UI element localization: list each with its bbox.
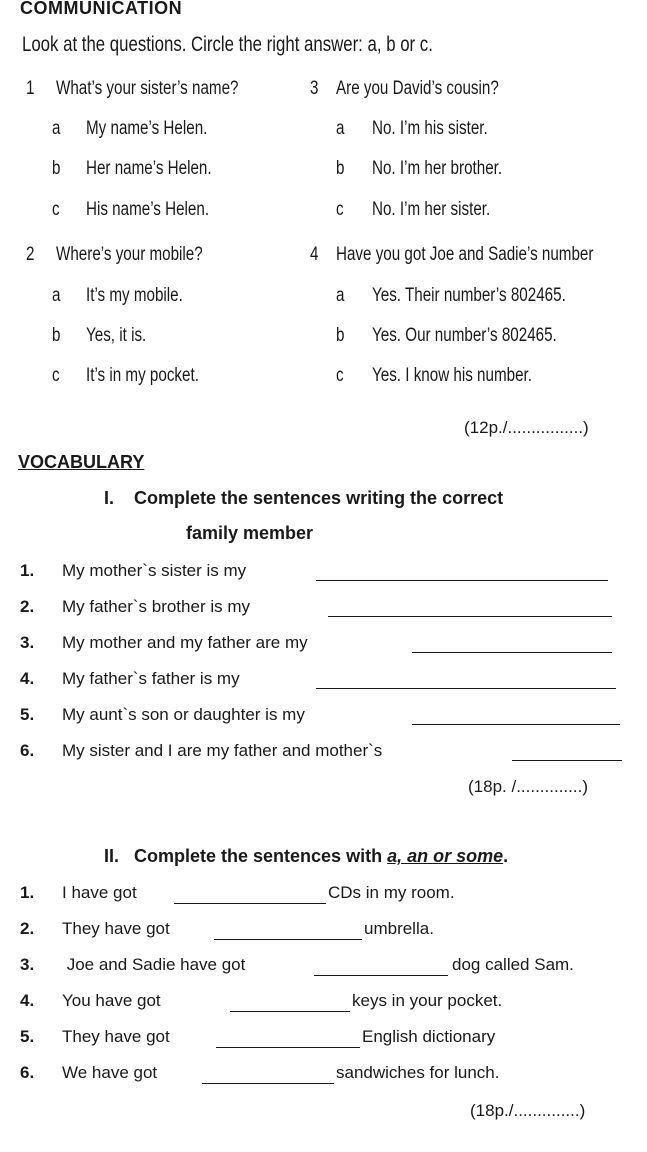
option-letter[interactable]: a <box>336 285 345 306</box>
item-number: 4. <box>20 991 35 1010</box>
question-number: 3 <box>310 78 319 99</box>
item-text-before: Joe and Sadie have got <box>62 955 246 974</box>
item-text-before: They have got <box>62 1027 170 1046</box>
item-text: My aunt`s son or daughter is my <box>62 705 305 724</box>
option-letter[interactable]: b <box>52 325 61 346</box>
answer-blank[interactable] <box>214 939 362 940</box>
communication-score: (12p./................) <box>464 418 589 437</box>
section-1-title: I. Complete the sentences writing the correct <box>104 488 504 508</box>
communication-instruction: Look at the questions. Circle the right answer: a, b or c. <box>22 33 433 56</box>
question-4 <box>0 0 647 420</box>
item-number: 6. <box>20 1063 35 1082</box>
option-text: My name’s Helen. <box>86 118 208 139</box>
item-number: 6. <box>20 741 35 760</box>
option-letter[interactable]: a <box>336 118 345 139</box>
communication-heading: COMMUNICATION <box>20 0 183 18</box>
option-letter[interactable]: c <box>52 365 60 386</box>
item-text: My mother`s sister is my <box>62 561 247 580</box>
question-number: 2 <box>26 244 35 265</box>
option-text: His name’s Helen. <box>86 199 210 220</box>
item-number: 3. <box>20 955 35 974</box>
item-number: 3. <box>20 633 35 652</box>
answer-blank[interactable] <box>202 1083 334 1084</box>
option-letter[interactable]: a <box>52 118 61 139</box>
item-number: 5. <box>20 1027 35 1046</box>
option-letter[interactable]: a <box>52 285 61 306</box>
item-number: 1. <box>20 883 35 902</box>
option-letter[interactable]: b <box>336 158 345 179</box>
answer-blank[interactable] <box>174 903 326 904</box>
section-2-title-prefix: II. Complete the sentences with <box>104 846 388 866</box>
question-number: 4 <box>310 244 319 265</box>
option-letter[interactable]: b <box>336 325 345 346</box>
section-2-title <box>104 846 508 867</box>
section-1-title-cont: family member <box>186 523 314 543</box>
option-text: No. I’m her brother. <box>372 158 503 179</box>
question-text: What’s your sister’s name? <box>56 78 239 99</box>
item-text-before: They have got <box>62 919 170 938</box>
answer-blank[interactable] <box>512 760 622 761</box>
option-letter[interactable]: c <box>336 199 344 220</box>
option-letter[interactable]: b <box>52 158 61 179</box>
section-2-title-suffix: . <box>503 846 509 866</box>
item-number: 2. <box>20 919 35 938</box>
option-letter[interactable]: c <box>336 365 344 386</box>
option-text: Yes. Our number’s 802465. <box>372 325 557 346</box>
vocabulary-heading: VOCABULARY <box>18 452 145 472</box>
option-letter[interactable]: c <box>52 199 60 220</box>
item-number: 4. <box>20 669 35 688</box>
item-text: My mother and my father are my <box>62 633 308 652</box>
item-text-before: You have got <box>62 991 161 1010</box>
answer-blank[interactable] <box>314 975 448 976</box>
answer-blank[interactable] <box>328 616 612 617</box>
option-text: It’s my mobile. <box>86 285 183 306</box>
section-2-title-emphasis: a, an or some <box>387 846 504 866</box>
question-text: Are you David’s cousin? <box>336 78 499 99</box>
item-text-before: I have got <box>62 883 137 902</box>
item-text: My father`s brother is my <box>62 597 250 616</box>
item-number: 1. <box>20 561 35 580</box>
answer-blank[interactable] <box>316 688 616 689</box>
answer-blank[interactable] <box>216 1047 360 1048</box>
item-number: 5. <box>20 705 35 724</box>
item-text-after: dog called Sam. <box>452 955 574 974</box>
answer-blank[interactable] <box>316 580 608 581</box>
option-text: Yes. I know his number. <box>372 365 532 386</box>
question-text: Where’s your mobile? <box>56 244 203 265</box>
item-text-before: We have got <box>62 1063 158 1082</box>
answer-blank[interactable] <box>230 1011 350 1012</box>
option-text: Yes. Their number’s 802465. <box>372 285 566 306</box>
section-1-score: (18p. /..............) <box>468 777 588 796</box>
answer-blank[interactable] <box>412 652 612 653</box>
section-2-score: (18p./..............) <box>470 1101 586 1120</box>
item-text-after: umbrella. <box>364 919 434 938</box>
item-text-after: sandwiches for lunch. <box>336 1063 500 1082</box>
option-text: Yes, it is. <box>86 325 147 346</box>
option-text: No. I’m his sister. <box>372 118 488 139</box>
question-number: 1 <box>26 78 35 99</box>
question-text: Have you got Joe and Sadie’s number <box>336 244 594 265</box>
item-number: 2. <box>20 597 35 616</box>
option-text: No. I’m her sister. <box>372 199 491 220</box>
item-text-after: CDs in my room. <box>328 883 455 902</box>
item-text: My father`s father is my <box>62 669 240 688</box>
option-text: Her name’s Helen. <box>86 158 212 179</box>
item-text-after: keys in your pocket. <box>352 991 503 1010</box>
option-text: It’s in my pocket. <box>86 365 199 386</box>
answer-blank[interactable] <box>412 724 620 725</box>
item-text-after: English dictionary <box>362 1027 496 1046</box>
item-text: My sister and I are my father and mother`s <box>62 741 383 760</box>
